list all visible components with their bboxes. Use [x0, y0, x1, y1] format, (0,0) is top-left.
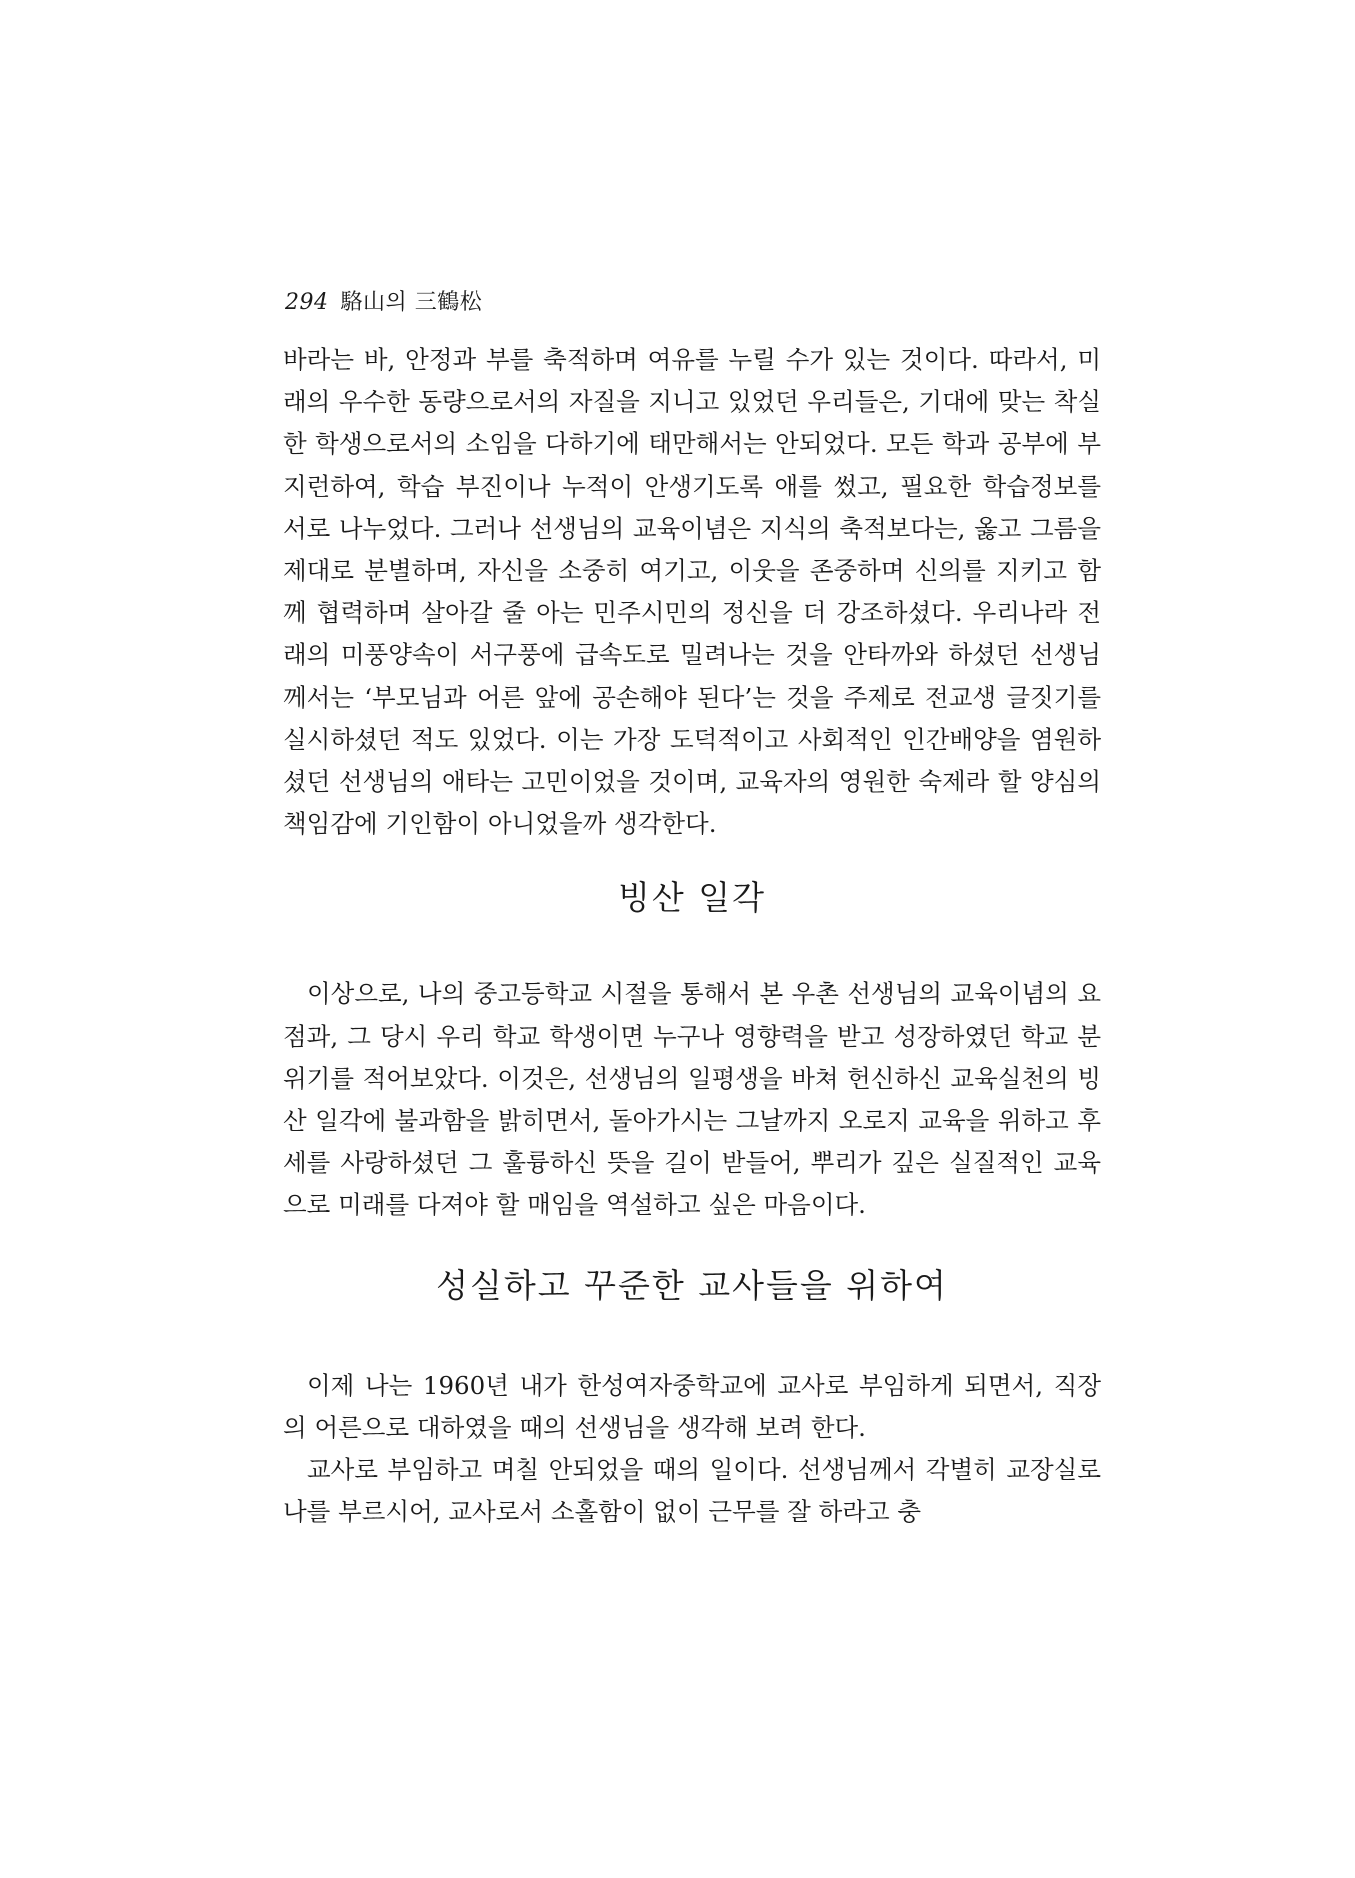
body-paragraph-1: 바라는 바, 안정과 부를 축적하며 여유를 누릴 수가 있는 것이다. 따라서, 미래의 우수한 동량으로서의 자질을 지니고 있었던 우리들은, 기대에 맞는 착실한 학생으로서의 소임을 다하기에 태만해서는 안되었다. 모든 학과 공부에 부지런하여, 학습 부진이나 누적이 안생기도록 애를 썼고, 필요한 학습정보를 서로 나누었다. 그러나 선생님의 교육이념은 지식의 축적보다는, 옳고 그름을 제대로 분별하며, 자신을 소중히 여기고, 이웃을 존중하며 신의를 지키고 함께 협력하며 살아갈 줄 아는 민주시민의 정신을 더 강조하셨다. 우리나라 전래의 미풍양속이 서구풍에 급속도로 밀려나는 것을 안타까와 하셨던 선생님께서는 ‘부모님과 어른 앞에 공손해야 된다’는 것을 주제로 전교생 글짓기를 실시하셨던 적도 있었다. 이는 가장 도덕적이고 사회적인 인간배양을 염원하셨던 선생님의 애타는 고민이었을 것이며, 교육자의 영원한 숙제라 할 양심의 책임감에 기인함이 아니었을까 생각한다. — [283, 345, 1101, 839]
section-heading-iceberg: 빙산 일각 — [617, 878, 766, 918]
page-body — [283, 339, 1101, 1533]
book-title: 駱山의 三鶴松 — [340, 290, 483, 315]
running-header — [285, 288, 482, 318]
body-paragraph-2: 이상으로, 나의 중고등학교 시절을 통해서 본 우촌 선생님의 교육이념의 요점과, 그 당시 우리 학교 학생이면 누구나 영향력을 받고 성장하였던 학교 분위기를 적어보았다. 이것은, 선생님의 일평생을 바쳐 헌신하신 교육실천의 빙산 일각에 불과함을 밝히면서, 돌아가시는 그날까지 오로지 교육을 위하고 후세를 사랑하셨던 그 훌륭하신 뜻을 길이 받들어, 뿌리가 깊은 실질적인 교육으로 미래를 다져야 할 매임을 역설하고 싶은 마음이다. — [283, 979, 1101, 1220]
body-paragraph-3: 이제 나는 1960년 내가 한성여자중학교에 교사로 부임하게 되면서, 직장의 어른으로 대하였을 때의 선생님을 생각해 보려 한다. — [283, 1370, 1101, 1442]
page-number: 294 — [285, 290, 329, 315]
section-heading-teachers: 성실하고 꾸준한 교사들을 위하여 — [436, 1265, 948, 1305]
body-paragraph-4: 교사로 부임하고 며칠 안되었을 때의 일이다. 선생님께서 각별히 교장실로 나를 부르시어, 교사로서 소홀함이 없이 근무를 잘 하라고 충 — [283, 1455, 1101, 1527]
